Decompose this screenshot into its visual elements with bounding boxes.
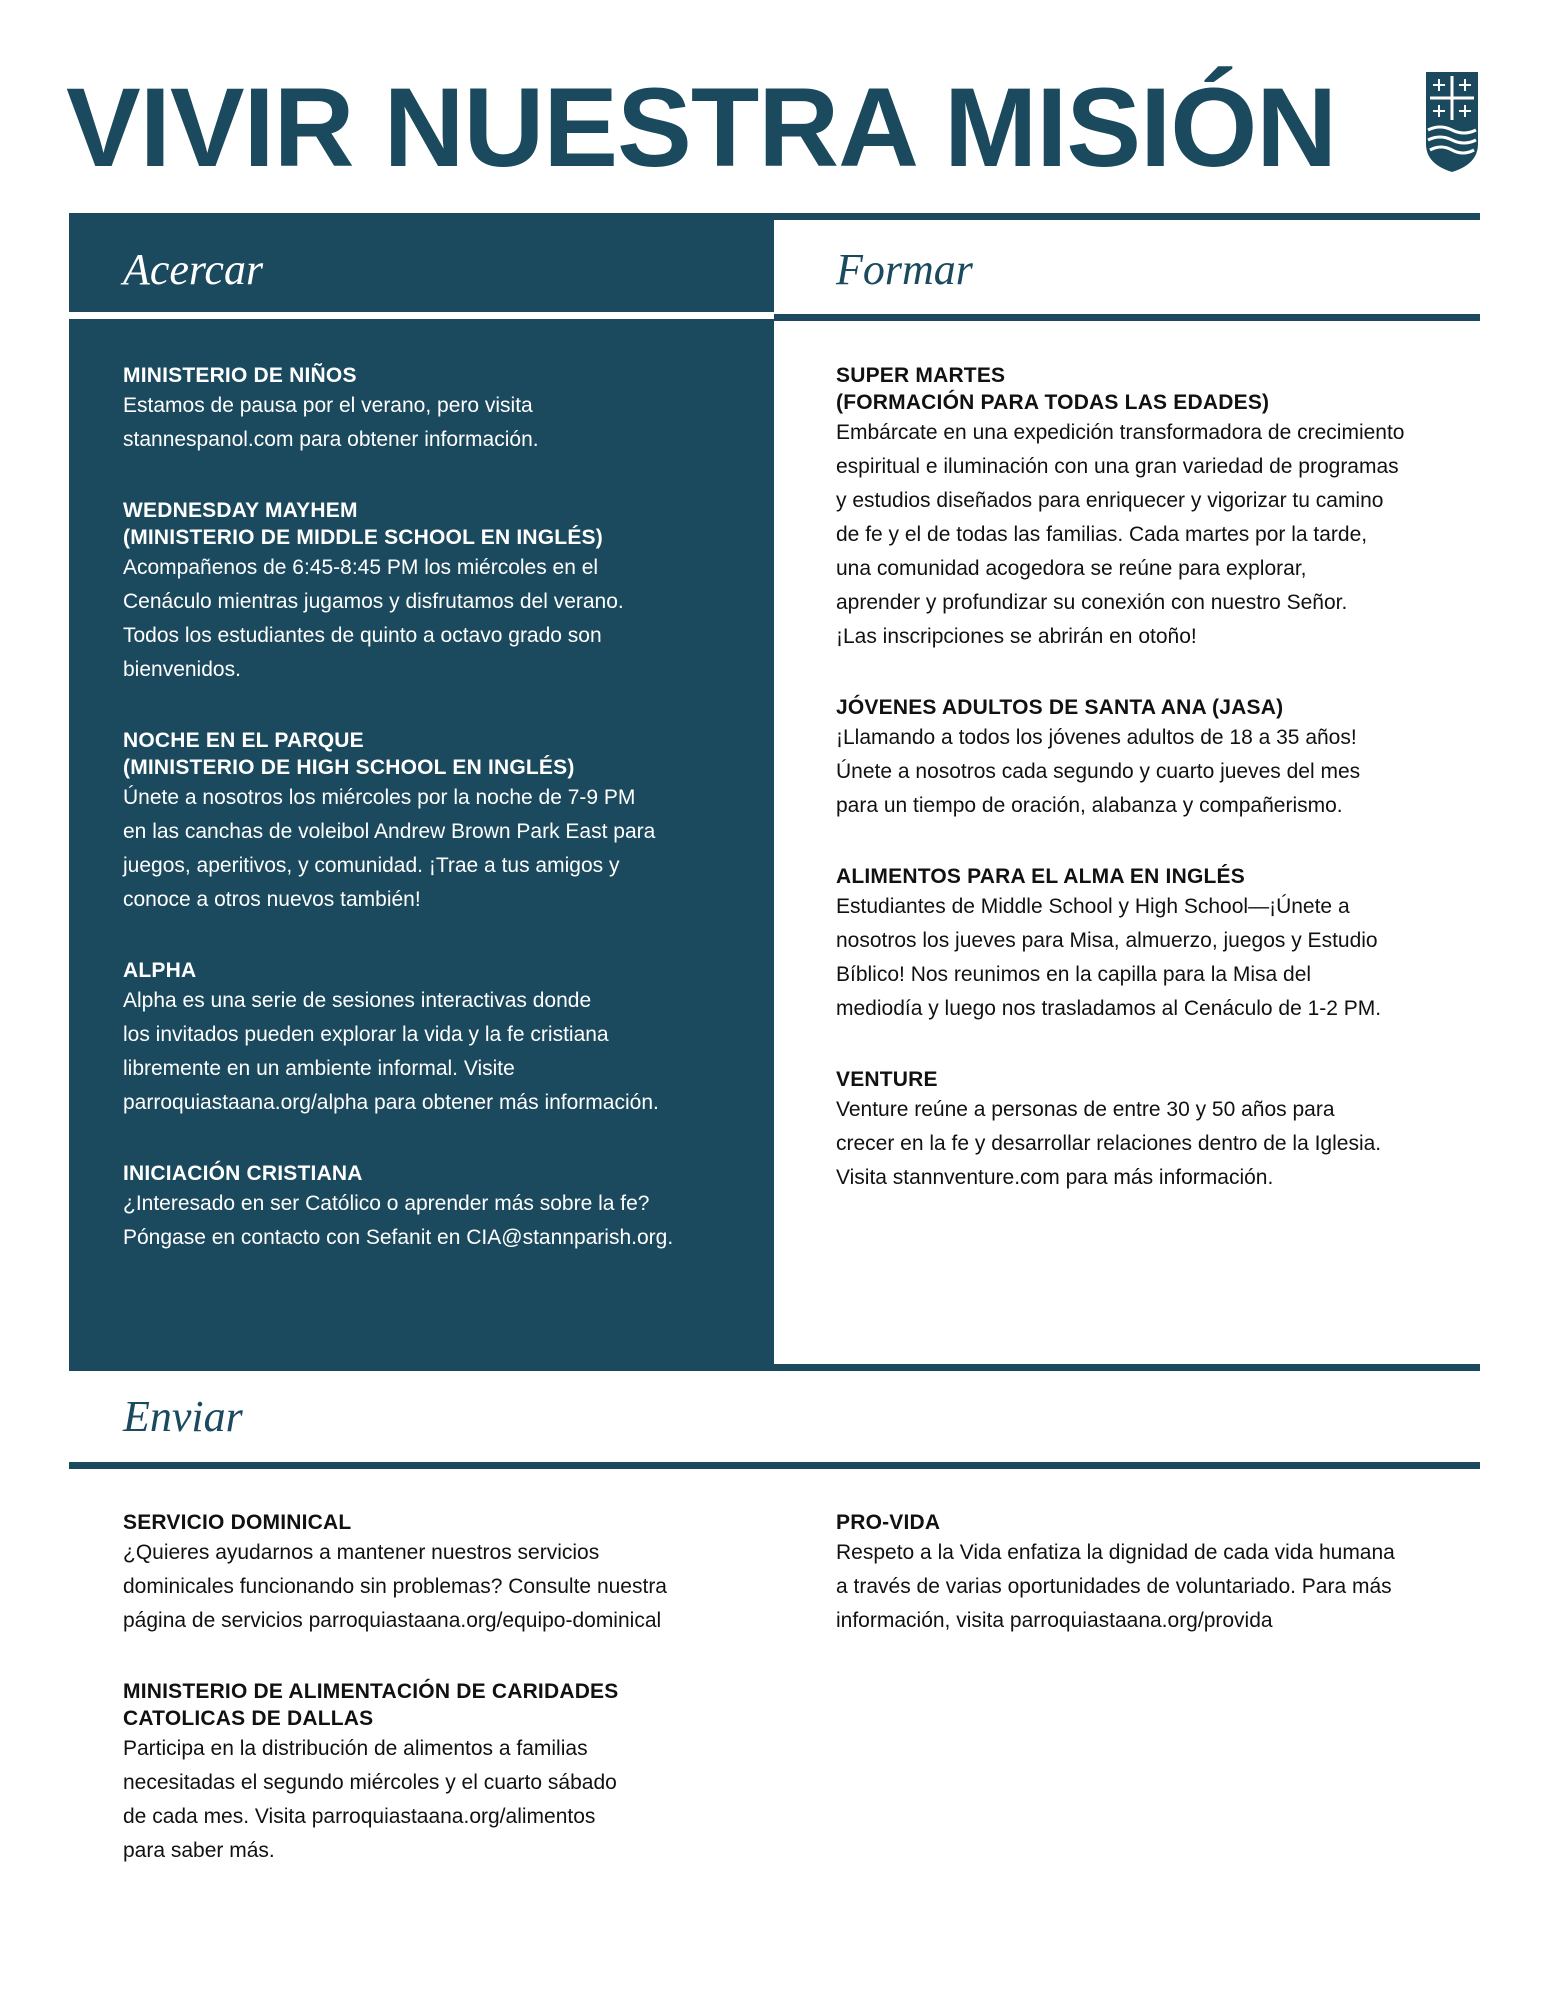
ministry-item — [123, 1509, 763, 1638]
ministry-item — [836, 1509, 1476, 1638]
ministry-description-line: Póngase en contacto con Sefanit en CIA@stannparish.org. — [123, 1226, 674, 1249]
ministry-description-line: Alpha es una serie de sesiones interactivas donde — [123, 989, 592, 1012]
ministry-description-line: Embárcate en una expedición transformadora de crecimiento — [836, 421, 1405, 444]
ministry-item — [836, 1066, 1476, 1195]
acercar-items — [123, 362, 743, 1295]
ministry-description-line: crecer en la fe y desarrollar relaciones dentro de la Iglesia. — [836, 1132, 1382, 1155]
ministry-title: MINISTERIO DE NIÑOS — [123, 364, 357, 387]
ministry-description-line: Estamos de pausa por el verano, pero visita — [123, 394, 533, 417]
ministry-description-line: necesitadas el segundo miércoles y el cuarto sábado — [123, 1771, 617, 1794]
ministry-description-line: bienvenidos. — [123, 658, 241, 681]
ministry-item — [123, 727, 743, 917]
ministry-description-line: Visita stannventure.com para más información. — [836, 1166, 1274, 1189]
page-title: VIVIR NUESTRA MISIÓN — [66, 65, 1337, 190]
acercar-heading: Acercar — [123, 245, 264, 294]
ministry-description-line: dominicales funcionando sin problemas? Consulte nuestra — [123, 1575, 667, 1598]
ministry-item — [123, 497, 743, 687]
ministry-description-line: libremente en un ambiente informal. Visite — [123, 1057, 515, 1080]
ministry-item — [123, 1678, 763, 1868]
ministry-description-line: de cada mes. Visita parroquiastaana.org/alimentos — [123, 1805, 596, 1828]
ministry-description-line: Acompañenos de 6:45-8:45 PM los miércoles en el — [123, 556, 599, 579]
ministry-description-line: nosotros los jueves para Misa, almuerzo, juegos y Estudio — [836, 929, 1378, 952]
ministry-description-line: para un tiempo de oración, alabanza y compañerismo. — [836, 794, 1343, 817]
ministry-description-line: en las canchas de voleibol Andrew Brown Park East para — [123, 820, 656, 843]
formar-heading: Formar — [836, 245, 973, 294]
ministry-title: MINISTERIO DE ALIMENTACIÓN DE CARIDADES — [123, 1680, 619, 1703]
enviar-header-rule — [69, 1462, 1480, 1469]
ministry-title: ALIMENTOS PARA EL ALMA EN INGLÉS — [836, 865, 1245, 888]
ministry-description-line: parroquiastaana.org/alpha para obtener más información. — [123, 1091, 659, 1114]
ministry-title: SUPER MARTES — [836, 364, 1006, 387]
ministry-description-line: Participa en la distribución de alimentos a familias — [123, 1737, 588, 1760]
ministry-title: (MINISTERIO DE MIDDLE SCHOOL EN INGLÉS) — [123, 526, 603, 549]
ministry-description-line: una comunidad acogedora se reúne para explorar, — [836, 557, 1307, 580]
ministry-item — [836, 694, 1476, 823]
ministry-title: PRO-VIDA — [836, 1511, 941, 1534]
ministry-description-line: a través de varias oportunidades de voluntariado. Para más — [836, 1575, 1392, 1598]
ministry-description-line: espiritual e iluminación con una gran variedad de programas — [836, 455, 1399, 478]
ministry-title: NOCHE EN EL PARQUE — [123, 729, 364, 752]
ministry-description-line: Venture reúne a personas de entre 30 y 50 años para — [836, 1098, 1335, 1121]
parish-shield-logo-icon — [1424, 70, 1480, 174]
ministry-title: JÓVENES ADULTOS DE SANTA ANA (JASA) — [836, 696, 1284, 719]
ministry-description-line: Cenáculo mientras jugamos y disfrutamos del verano. — [123, 590, 624, 613]
ministry-description-line: conoce a otros nuevos también! — [123, 888, 421, 911]
ministry-description-line: aprender y profundizar su conexión con nuestro Señor. — [836, 591, 1348, 614]
enviar-left-items — [123, 1509, 763, 1908]
ministry-description-line: Únete a nosotros los miércoles por la noche de 7-9 PM — [123, 786, 636, 809]
ministry-description-line: Bíblico! Nos reunimos en la capilla para la Misa del — [836, 963, 1312, 986]
enviar-heading: Enviar — [123, 1392, 243, 1441]
ministry-description-line: página de servicios parroquiastaana.org/equipo-dominical — [123, 1609, 662, 1632]
ministry-description-line: los invitados pueden explorar la vida y la fe cristiana — [123, 1023, 609, 1046]
ministry-title: (MINISTERIO DE HIGH SCHOOL EN INGLÉS) — [123, 756, 575, 779]
ministry-description-line: de fe y el de todas las familias. Cada martes por la tarde, — [836, 523, 1368, 546]
ministry-item — [123, 362, 743, 457]
ministry-description-line: juegos, aperitivos, y comunidad. ¡Trae a tus amigos y — [123, 854, 620, 877]
ministry-description-line: para saber más. — [123, 1839, 275, 1862]
ministry-description-line: ¿Quieres ayudarnos a mantener nuestros servicios — [123, 1541, 600, 1564]
ministry-description-line: Todos los estudiantes de quinto a octavo grado son — [123, 624, 602, 647]
ministry-item — [123, 957, 743, 1120]
formar-items — [836, 362, 1476, 1235]
ministry-title: INICIACIÓN CRISTIANA — [123, 1162, 363, 1185]
ministry-description-line: Estudiantes de Middle School y High School—¡Únete a — [836, 895, 1350, 918]
enviar-right-items — [836, 1509, 1476, 1678]
ministry-title: CATOLICAS DE DALLAS — [123, 1707, 374, 1730]
ministry-description-line: información, visita parroquiastaana.org/provida — [836, 1609, 1273, 1632]
ministry-item — [836, 362, 1476, 654]
ministry-title: ALPHA — [123, 959, 197, 982]
ministry-description-line: y estudios diseñados para enriquecer y vigorizar tu camino — [836, 489, 1384, 512]
ministry-title: (FORMACIÓN PARA TODAS LAS EDADES) — [836, 391, 1270, 414]
ministry-description-line: ¡Llamando a todos los jóvenes adultos de 18 a 35 años! — [836, 726, 1357, 749]
ministry-item — [836, 863, 1476, 1026]
ministry-item — [123, 1160, 743, 1255]
ministry-description-line: Respeto a la Vida enfatiza la dignidad de cada vida humana — [836, 1541, 1395, 1564]
ministry-description-line: stannespanol.com para obtener información. — [123, 428, 539, 451]
ministry-description-line: ¡Las inscripciones se abrirán en otoño! — [836, 625, 1197, 648]
ministry-title: VENTURE — [836, 1068, 938, 1091]
middle-rule — [69, 1364, 1480, 1371]
ministry-description-line: mediodía y luego nos trasladamos al Cenáculo de 1-2 PM. — [836, 997, 1382, 1020]
top-rule — [69, 213, 1480, 220]
acercar-header-separator — [69, 312, 774, 319]
formar-header-rule — [774, 314, 1480, 321]
ministry-description-line: ¿Interesado en ser Católico o aprender más sobre la fe? — [123, 1192, 650, 1215]
ministry-description-line: Únete a nosotros cada segundo y cuarto jueves del mes — [836, 760, 1361, 783]
ministry-title: WEDNESDAY MAYHEM — [123, 499, 358, 522]
ministry-title: SERVICIO DOMINICAL — [123, 1511, 352, 1534]
